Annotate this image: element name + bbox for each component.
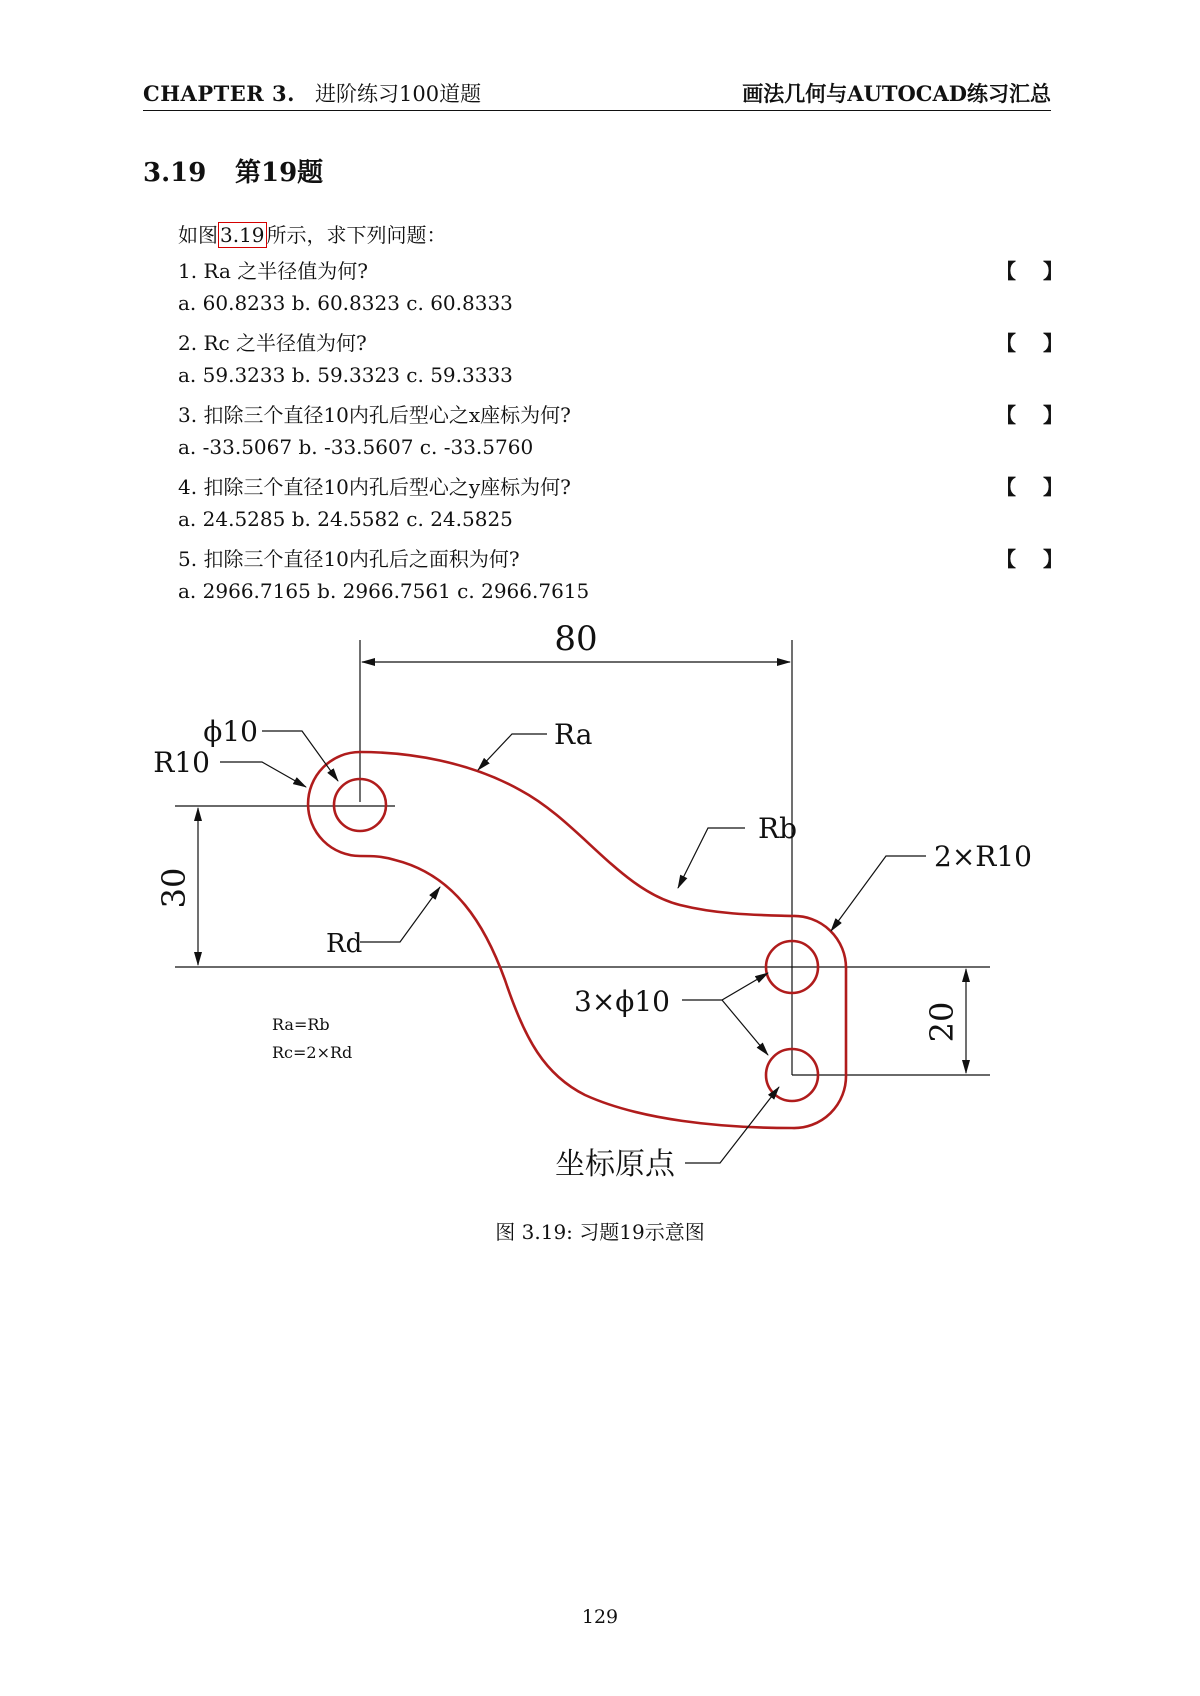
dimension-lines — [198, 662, 966, 1073]
question-4: 4. 扣除三个直径10内孔后型心之y座标为何? — [178, 475, 571, 499]
label-2xr10: 2×R10 — [934, 840, 1032, 873]
header-chapter — [143, 78, 481, 108]
hole-top-left — [334, 779, 386, 831]
label-rd: Rd — [326, 929, 363, 959]
question-2-options: a. 59.3233 b. 59.3323 c. 59.3333 — [178, 363, 513, 387]
hole-right-lower — [766, 1049, 818, 1101]
figure-caption: 图 3.19: 习题19示意图 — [495, 1220, 705, 1244]
question-5-options: a. 2966.7165 b. 2966.7561 c. 2966.7615 — [178, 579, 590, 603]
question-1-options: a. 60.8233 b. 60.8323 c. 60.8333 — [178, 291, 513, 315]
dim-20-label: 20 — [923, 1001, 961, 1043]
leader-lines — [220, 731, 926, 1163]
section-heading — [143, 152, 323, 189]
reference-lines — [175, 640, 990, 1075]
intro-text: 如图 3.19 所示，求下列问题： — [178, 223, 447, 247]
label-ra: Ra — [554, 718, 593, 751]
dim-30-label: 30 — [155, 867, 193, 909]
page-number: 129 — [581, 1606, 619, 1628]
section-title: 第19题 — [235, 158, 324, 188]
label-3xphi10: 3×ϕ10 — [574, 985, 670, 1018]
origin-label: 坐标原点 — [555, 1147, 675, 1182]
answer-bracket-3[interactable]: 【 】 — [996, 403, 1073, 427]
part-outline — [308, 752, 846, 1128]
chapter-label: CHAPTER 3. — [143, 81, 295, 106]
answer-bracket-2[interactable]: 【 】 — [996, 331, 1073, 355]
hole-right-upper — [766, 941, 818, 993]
note-ra-rb: Ra=Rb — [272, 1015, 330, 1034]
label-rb: Rb — [758, 812, 798, 845]
chapter-title: 进阶练习100道题 — [315, 82, 482, 106]
label-phi10: ϕ10 — [203, 715, 258, 748]
question-1: 1. Ra 之半径值为何? — [178, 259, 368, 283]
drawing-labels — [153, 619, 1032, 1182]
page-header — [143, 76, 1051, 111]
dim-80-label: 80 — [554, 619, 598, 659]
answer-bracket-5[interactable]: 【 】 — [996, 547, 1073, 571]
answer-bracket-1[interactable]: 【 】 — [996, 259, 1073, 283]
note-rc-rd: Rc=2×Rd — [272, 1043, 353, 1062]
question-2: 2. Rc 之半径值为何? — [178, 331, 367, 355]
question-4-options: a. 24.5285 b. 24.5582 c. 24.5825 — [178, 507, 513, 531]
question-3-options: a. -33.5067 b. -33.5607 c. -33.5760 — [178, 435, 534, 459]
figure-reference-link[interactable]: 3.19 — [220, 223, 265, 247]
section-number: 3.19 — [143, 158, 207, 188]
answer-bracket-4[interactable]: 【 】 — [996, 475, 1073, 499]
question-5: 5. 扣除三个直径10内孔后之面积为何? — [178, 547, 520, 571]
book-title: 画法几何与AUTOCAD练习汇总 — [742, 81, 1051, 106]
outer-contour — [308, 752, 846, 1128]
label-r10: R10 — [153, 746, 210, 779]
question-3: 3. 扣除三个直径10内孔后型心之x座标为何? — [178, 403, 571, 427]
